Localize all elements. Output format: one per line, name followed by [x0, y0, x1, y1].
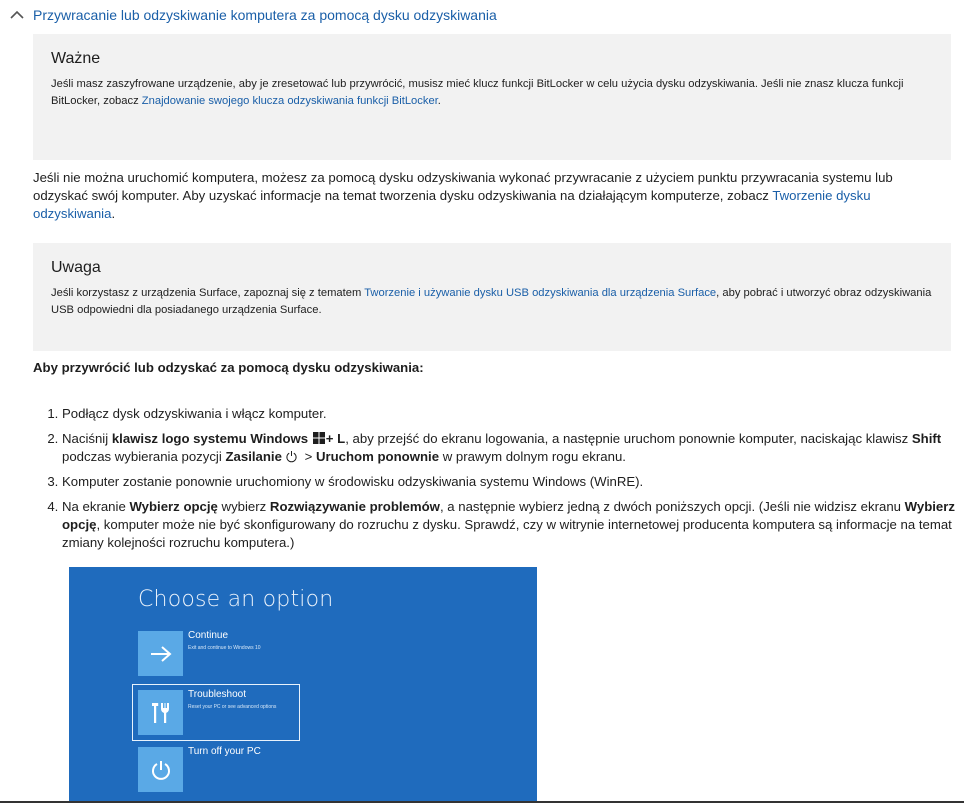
step-1: 1. Podłącz dysk odzyskiwania i włącz komputer. [62, 405, 964, 423]
note-text-end: , aby pobrać i utworzyć obraz odzyskiwania USB odpowiedni dla posiadanego urządzenia Surface. [51, 287, 932, 316]
step2-arrow-text: > [300, 449, 316, 464]
option-continue [138, 631, 300, 679]
note-text [51, 285, 933, 319]
troubleshoot-desc: Reset your PC or see advanced options [188, 704, 277, 710]
note-text-part: Jeśli korzystasz z urządzenia Surface, zapoznaj się z tematem [51, 287, 365, 299]
step4-text-2: wybierz [217, 499, 270, 514]
choose-option-screenshot [69, 567, 537, 803]
continue-label: Continue [188, 630, 229, 641]
turn-off-tile [138, 747, 183, 792]
important-heading: Ważne [51, 50, 101, 67]
important-text-end: . [437, 95, 441, 107]
choose-option-title: Choose an option [138, 587, 334, 612]
step2-bold-key: klawisz logo systemu Windows [111, 431, 309, 446]
arrow-right-icon [149, 644, 173, 664]
power-icon [285, 450, 298, 463]
important-box [33, 34, 951, 160]
step4-text-4: , komputer może nie być skonfigurowany do rozruchu z dysku. Sprawdź, czy w witrynie internetowej producenta komputera są informacje na temat zmiany kolejności rozruchu komputera.) [62, 517, 952, 550]
step-2 [62, 430, 964, 466]
note-box [33, 243, 951, 351]
important-text-part: Jeśli masz zaszyfrowane urządzenie, aby je zresetować lub przywrócić, musisz mieć klucz funkcji BitLocker w celu użycia dysku odzyskiwania. Jeśli nie znasz klucza funkcji BitLocker, zobacz [51, 78, 904, 107]
continue-desc: Exit and continue to Windows 10 [188, 645, 261, 651]
section-title: Przywracanie lub odzyskiwanie komputera za pomocą dysku odzyskiwania [33, 7, 497, 23]
step2-text: Naciśnij [62, 431, 112, 446]
step-3: 3. Komputer zostanie ponownie uruchomiony w środowisku odzyskiwania systemu Windows (WinRE). [62, 473, 964, 491]
intro-text: Jeśli nie można uruchomić komputera, możesz za pomocą dysku odzyskiwania wykonać przywracanie z użyciem punktu przywracania systemu lub odzyskać swój komputer. Aby uzyskać informacje na temat tworzenia dysku odzyskiwania na działającym komputerze, zobacz [33, 170, 893, 203]
turn-off-label: Turn off your PC [188, 746, 261, 757]
intro-paragraph [33, 169, 913, 223]
steps-list [33, 405, 964, 559]
step4-troubleshoot: Rozwiązywanie problemów [269, 499, 440, 514]
power-icon [150, 759, 172, 781]
important-text [51, 76, 933, 110]
option-turn-off [138, 747, 300, 795]
continue-tile [138, 631, 183, 676]
step2-restart: Uruchom ponownie [315, 449, 440, 464]
step2-text-2: , aby przejść do ekranu logowania, a następnie uruchom ponownie komputer, naciskając klawisz [345, 431, 912, 446]
tools-icon [150, 701, 172, 725]
chevron-up-icon [8, 8, 26, 22]
step-4 [62, 498, 964, 552]
windows-logo-icon [313, 432, 325, 444]
step2-shortcut: + L [325, 431, 346, 446]
step4-choose-2: Wybierz opcję [62, 499, 955, 532]
step4-choose: Wybierz opcję [129, 499, 218, 514]
section-toggle[interactable] [8, 5, 497, 25]
bitlocker-key-link[interactable]: Znajdowanie swojego klucza odzyskiwania funkcji BitLocker [141, 95, 438, 107]
surface-usb-link[interactable]: Tworzenie i używanie dysku USB odzyskiwania dla urządzenia Surface [364, 287, 717, 299]
note-heading: Uwaga [51, 259, 101, 276]
step4-text: Na ekranie [62, 499, 130, 514]
create-recovery-drive-link[interactable]: Tworzenie dysku odzyskiwania [33, 188, 871, 221]
step2-text-4: w prawym dolnym rogu ekranu. [439, 449, 626, 464]
step2-power: Zasilanie [225, 449, 282, 464]
option-troubleshoot [138, 690, 300, 738]
step2-shift: Shift [911, 431, 942, 446]
troubleshoot-label: Troubleshoot [188, 689, 246, 700]
intro-text-end: . [111, 206, 116, 221]
step2-text-3: podczas wybierania pozycji [62, 449, 226, 464]
step4-text-3: , a następnie wybierz jedną z dwóch poniższych opcji. (Jeśli nie widzisz ekranu [439, 499, 905, 514]
troubleshoot-tile [138, 690, 183, 735]
procedure-title: Aby przywrócić lub odzyskać za pomocą dysku odzyskiwania: [33, 360, 424, 375]
